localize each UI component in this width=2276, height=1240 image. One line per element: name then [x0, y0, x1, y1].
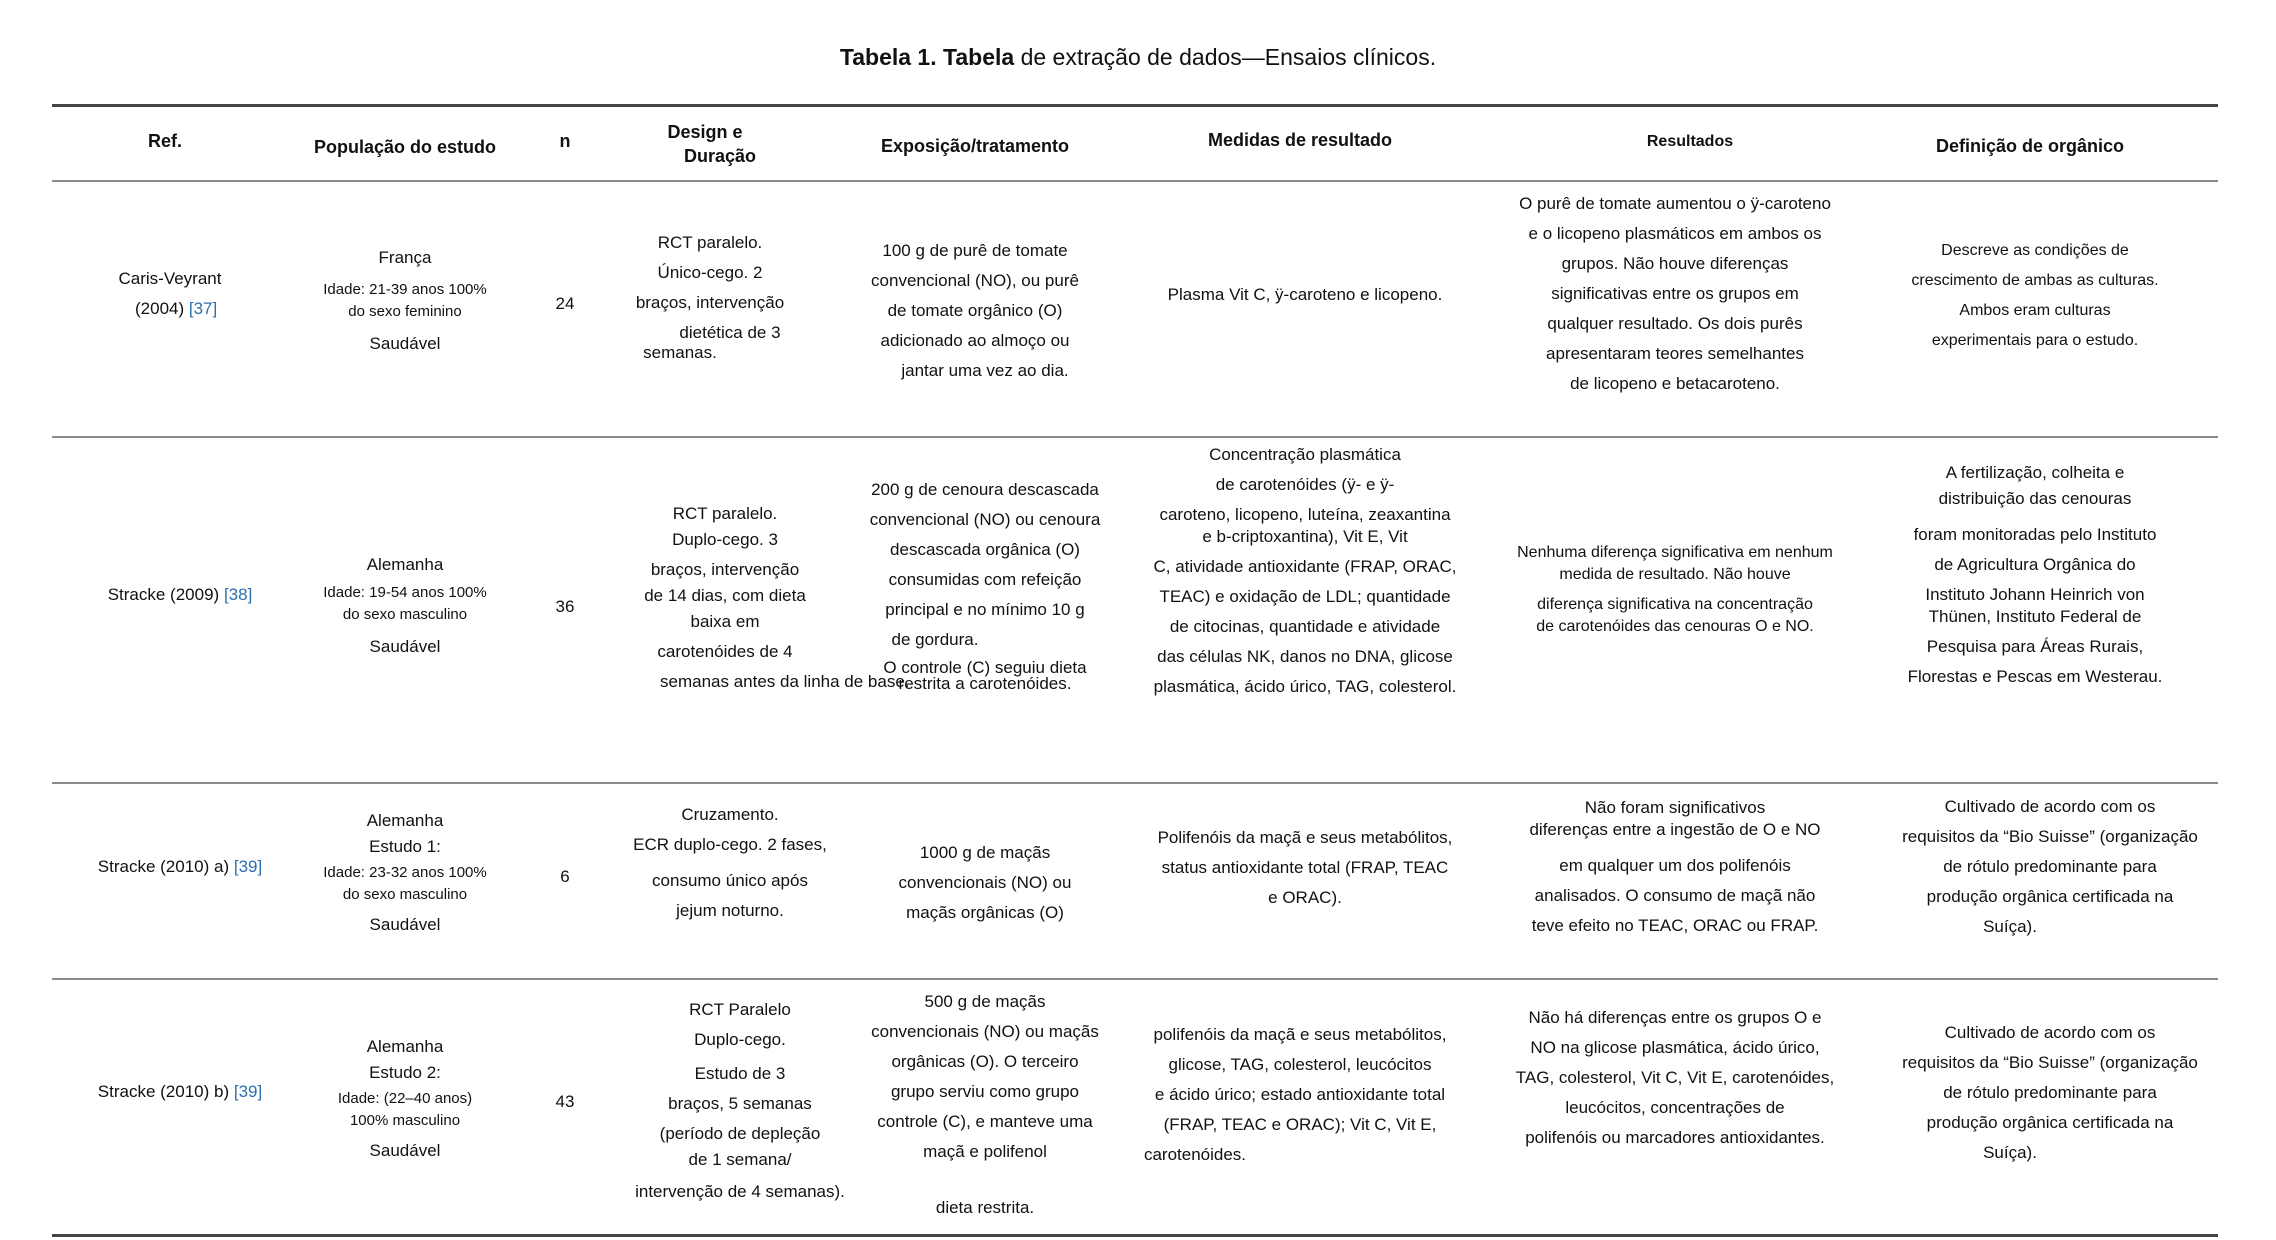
row-divider-2 [52, 782, 2218, 784]
header-n: n [559, 131, 571, 151]
population-sex: 100% masculino [349, 1112, 461, 1129]
results-cell: Nenhuma diferença significativa em nenhum medida de resultado. Não houve diferença significativa na concentração de carotenóides das cenouras O e NO. [1517, 544, 1833, 635]
population-cell [290, 550, 520, 662]
ref-cell [70, 1077, 290, 1107]
population-health: Saudável [369, 915, 441, 934]
n-cell: 43 [555, 1092, 575, 1111]
header-bottom-rule [52, 180, 2218, 182]
organic-definition-cell: Descreve as condições de crescimento de ambas as culturas. Ambos eram culturas experimentais para o estudo. [1911, 242, 2159, 349]
header-population: População do estudo [313, 137, 496, 157]
table-top-rule [52, 104, 2218, 107]
results-cell: Não foram significativos diferenças entre a ingestão de O e NO em qualquer um dos polifenóis analisados. O consumo de maçã não teve efeito no TEAC, ORAC ou FRAP. [1529, 798, 1821, 935]
n-cell: 36 [555, 597, 575, 616]
population-study: Estudo 2: [369, 1063, 441, 1082]
measures-cell: Concentração plasmática de carotenóides (ÿ- e ÿ- caroteno, licopeno, luteína, zeaxantina e b-criptoxantina), Vit E, Vit C, atividade antioxidante (FRAP, ORAC, TEAC) e oxidação de LDL; quantidade de citocinas, quantidade e atividade das células NK, danos no DNA, glicose plasmática, ácido úrico, TAG, colesterol. [1153, 445, 1457, 696]
population-health: Saudável [369, 334, 441, 353]
n-cell: 24 [555, 294, 575, 313]
caption-text: de extração de dados—Ensaios clínicos. [1020, 44, 1437, 70]
population-cell [290, 1032, 520, 1166]
design-cell: RCT paralelo. Duplo-cego. 3 braços, intervenção de 14 dias, com dieta baixa em carotenóides de 4 semanas antes da linha de base. [644, 504, 910, 691]
caption-bold-word: Tabela [943, 44, 1015, 70]
ref-name: Stracke (2009) [107, 585, 220, 604]
citation-link[interactable]: [39] [233, 1082, 263, 1101]
population-sex: do sexo masculino [342, 886, 468, 903]
design-cell: Cruzamento. ECR duplo-cego. 2 fases, consumo único após jejum noturno. [633, 805, 827, 920]
population-health: Saudável [369, 1141, 441, 1160]
ref-name: Stracke (2010) a) [97, 857, 230, 876]
header-measures: Medidas de resultado [1207, 130, 1393, 150]
exposure-cell: 100 g de purê de tomate convencional (NO), ou purê de tomate orgânico (O) adicionado ao almoço ou jantar uma vez ao dia. [871, 241, 1079, 380]
organic-definition-cell: A fertilização, colheita e distribuição das cenouras foram monitoradas pelo Instituto de Agricultura Orgânica do Instituto Johann Heinrich von Thünen, Instituto Federal de Pesquisa para Áreas Rurais, Florestas e Pescas em Westerau. [1907, 463, 2163, 686]
ref-cell [80, 580, 280, 610]
header-exposure: Exposição/tratamento [880, 136, 1070, 156]
population-study: Estudo 1: [369, 837, 441, 856]
table-bottom-rule [52, 1234, 2218, 1237]
results-cell: O purê de tomate aumentou o ÿ-caroteno e o licopeno plasmáticos em ambos os grupos. Não houve diferenças significativas entre os grupos em qualquer resultado. Os dois purês apresentaram teores semelhantes de licopeno e betacaroteno. [1519, 194, 1831, 393]
measures-cell: Plasma Vit C, ÿ-caroteno e licopeno. [1167, 285, 1443, 304]
population-sex: do sexo masculino [342, 606, 468, 623]
table-caption [0, 44, 2276, 71]
row-divider-1 [52, 436, 2218, 438]
design-cell: RCT Paralelo Duplo-cego. Estudo de 3 braços, 5 semanas (período de depleção de 1 semana/ intervenção de 4 semanas). [635, 1000, 845, 1201]
population-age: Idade: (22–40 anos) [337, 1090, 473, 1107]
exposure-cell: 1000 g de maçãs convencionais (NO) ou maçãs orgânicas (O) [898, 843, 1072, 922]
caption-label: Tabela 1. [839, 44, 937, 70]
measures-cell: Polifenóis da maçã e seus metabólitos, status antioxidante total (FRAP, TEAC e ORAC). [1157, 828, 1453, 907]
citation-link[interactable]: [38] [223, 585, 253, 604]
row-divider-3 [52, 978, 2218, 980]
exposure-cell: 500 g de maçãs convencionais (NO) ou maçãs orgânicas (O). O terceiro grupo serviu como grupo controle (C), e manteve uma maçã e polifenol dieta restrita. [871, 992, 1099, 1217]
organic-definition-cell: Cultivado de acordo com os requisitos da “Bio Suisse” (organização de rótulo predominante para produção orgânica certificada na Suíça). [1902, 797, 2198, 936]
population-age: Idade: 23-32 anos 100% [323, 864, 487, 881]
header-design-line1: Design e [667, 122, 743, 142]
results-cell: Não há diferenças entre os grupos O e NO na glicose plasmática, ácido úrico, TAG, colesterol, Vit C, Vit E, carotenóides, leucócitos, concentrações de polifenóis ou marcadores antioxidantes. [1515, 1008, 1835, 1147]
ref-cell [60, 264, 280, 324]
design-cell: RCT paralelo. Único-cego. 2 braços, intervenção dietética de 3 semanas. [635, 233, 785, 362]
header-results: Resultados [1646, 133, 1734, 150]
population-sex: do sexo feminino [348, 303, 462, 320]
ref-name: Caris-Veyrant [118, 269, 222, 288]
ref-name: Stracke (2010) b) [97, 1082, 230, 1101]
population-age: Idade: 19-54 anos 100% [323, 584, 487, 601]
population-country: Alemanha [366, 811, 444, 830]
organic-definition-cell: Cultivado de acordo com os requisitos da “Bio Suisse” (organização de rótulo predominante para produção orgânica certificada na Suíça). [1902, 1023, 2198, 1162]
n-cell: 6 [560, 867, 570, 886]
population-country: França [378, 248, 432, 267]
exposure-cell: 200 g de cenoura descascada convencional (NO) ou cenoura descascada orgânica (O) consumidas com refeição principal e no mínimo 10 g de gordura. O controle (C) seguiu dieta restrita a carotenóides. [869, 480, 1101, 693]
citation-link[interactable]: [39] [233, 857, 263, 876]
header-organic: Definição de orgânico [1935, 136, 2125, 156]
population-health: Saudável [369, 637, 441, 656]
population-country: Alemanha [366, 555, 444, 574]
population-age: Idade: 21-39 anos 100% [323, 281, 487, 298]
header-design-line2: Duração [683, 146, 757, 166]
ref-cell [70, 852, 290, 882]
ref-year: (2004) [135, 299, 185, 318]
citation-link[interactable]: [37] [188, 299, 218, 318]
header-ref: Ref. [147, 131, 182, 151]
population-cell [290, 243, 520, 359]
population-country: Alemanha [366, 1037, 444, 1056]
population-cell [290, 806, 520, 940]
measures-cell: polifenóis da maçã e seus metabólitos, glicose, TAG, colesterol, leucócitos e ácido úrico; estado antioxidante total (FRAP, TEAC e ORAC); Vit C, Vit E, carotenóides. [1143, 1025, 1447, 1164]
